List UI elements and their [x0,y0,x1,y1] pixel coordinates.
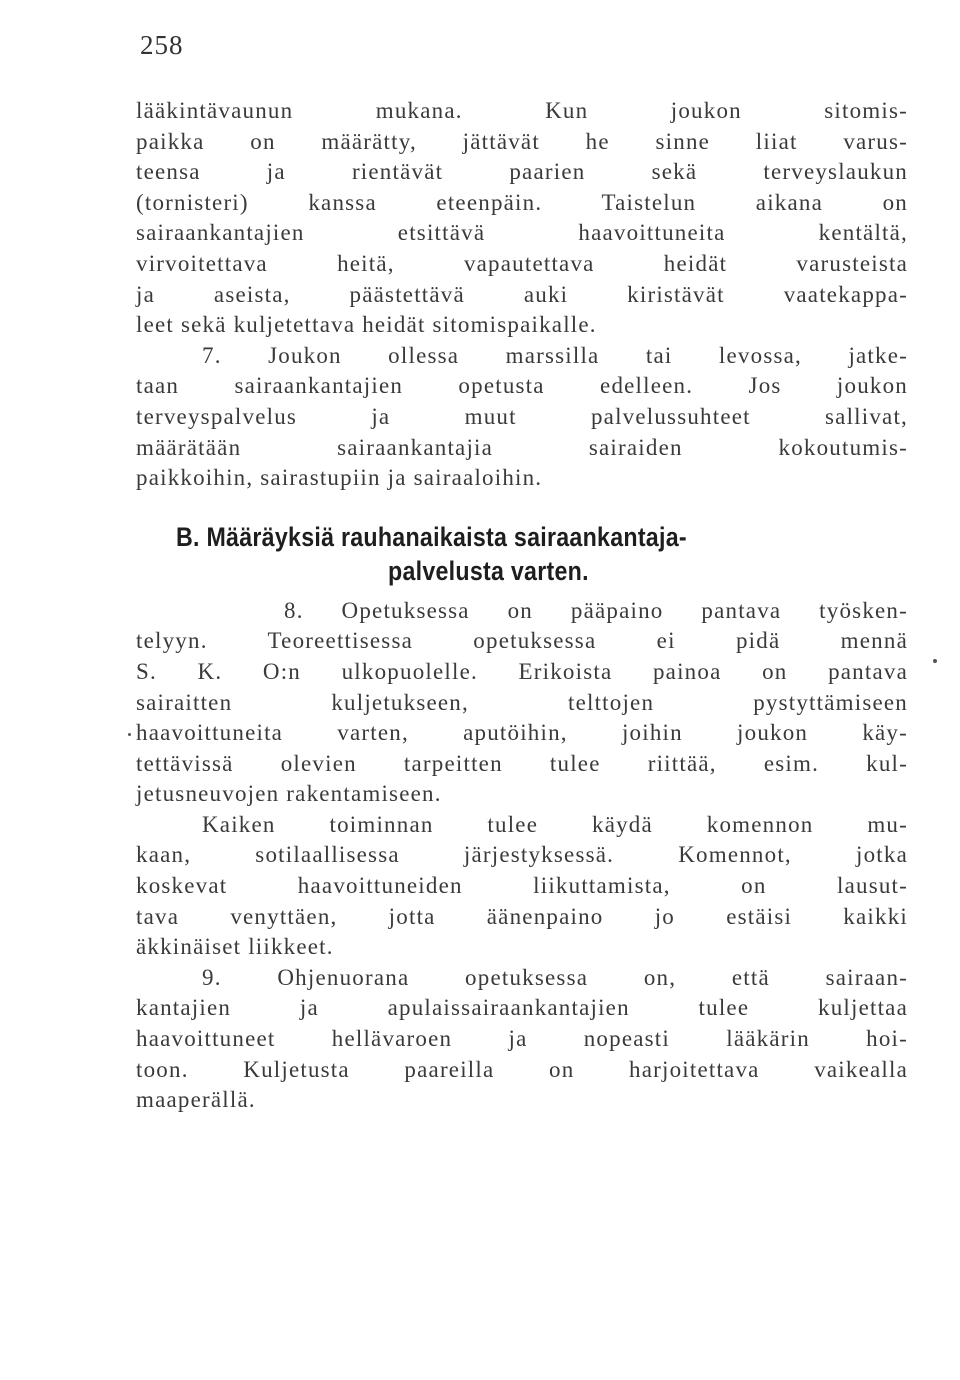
text-line: sairaankantajien etsittävä haavoittuneita kentältä, [136,220,908,246]
text-line: haavoittuneet hellävaroen ja nopeasti lääkärin hoi- [136,1026,908,1052]
text-line: maaperällä. [136,1087,256,1113]
text-line: taan sairaankantajien opetusta edelleen. Jos joukon [136,373,908,399]
text-line: 9. Ohjenuorana opetuksessa on, että sairaan- [202,964,908,990]
text-line: haavoittuneita varten, aputöihin, joihin joukon käy- [136,720,908,746]
paragraph-8-continued [136,810,908,963]
text-line: paikka on määrätty, jättävät he sinne liiat varus- [136,128,908,154]
text-line: ja aseista, päästettävä auki kiristävät vaatekappa- [136,281,908,307]
text-line: paikkoihin, sairastupiin ja sairaaloihin. [136,465,543,491]
text-line: leet sekä kuljetettava heidät sitomispaikalle. [136,312,597,338]
text-line: (tornisteri) kanssa eteenpäin. Taistelun aikana on [136,189,908,215]
text-line: terveyspalvelus ja muut palvelussuhteet sallivat, [136,403,908,429]
page-number: 258 [140,30,184,60]
paragraph-9 [136,963,908,1116]
section-heading-line: B. Määräyksiä rauhanaikaista sairaankantaja- [176,521,687,552]
stray-mark [933,659,937,663]
text-line: tava venyttäen, jotta äänenpaino jo estäisi kaikki [136,903,908,929]
text-line: Kaiken toiminnan tulee käydä komennon mu- [202,811,908,837]
text-line: S. K. O:n ulkopuolelle. Erikoista painoa on pantava [136,658,908,684]
text-line: 8. Opetuksessa on pääpaino pantava työsken- [284,597,908,623]
paragraph-7 [136,341,908,494]
page-text [136,96,908,1116]
text-line: koskevat haavoittuneiden liikuttamista, on lausut- [136,873,908,899]
text-line: määrätään sairaankantajia sairaiden kokoutumis- [136,434,908,460]
paragraph-1 [136,96,908,341]
stray-mark [128,733,131,736]
text-line: virvoitettava heitä, vapautettava heidät varusteista [136,250,908,276]
text-line: jetusneuvojen rakentamiseen. [136,781,442,807]
text-line: kaan, sotilaallisessa järjestyksessä. Komennot, jotka [136,842,908,868]
section-heading-line: palvelusta varten. [388,555,589,586]
paragraph-8 [136,596,908,810]
text-line: toon. Kuljetusta paareilla on harjoitettava vaikealla [136,1056,908,1082]
text-line: 7. Joukon ollessa marssilla tai levossa, jatke- [202,342,908,368]
text-line: tettävissä olevien tarpeitten tulee riittää, esim. kul- [136,750,908,776]
text-line: äkkinäiset liikkeet. [136,934,334,960]
text-line: telyyn. Teoreettisessa opetuksessa ei pidä mennä [136,628,908,654]
text-line: lääkintävaunun mukana. Kun joukon sitomis- [136,98,908,123]
text-line: kantajien ja apulaissairaankantajien tulee kuljettaa [136,995,908,1021]
text-line: teensa ja rientävät paarien sekä terveyslaukun [136,159,908,185]
section-heading-b [136,520,908,588]
text-line: sairaitten kuljetukseen, telttojen pystyttämiseen [136,689,908,715]
